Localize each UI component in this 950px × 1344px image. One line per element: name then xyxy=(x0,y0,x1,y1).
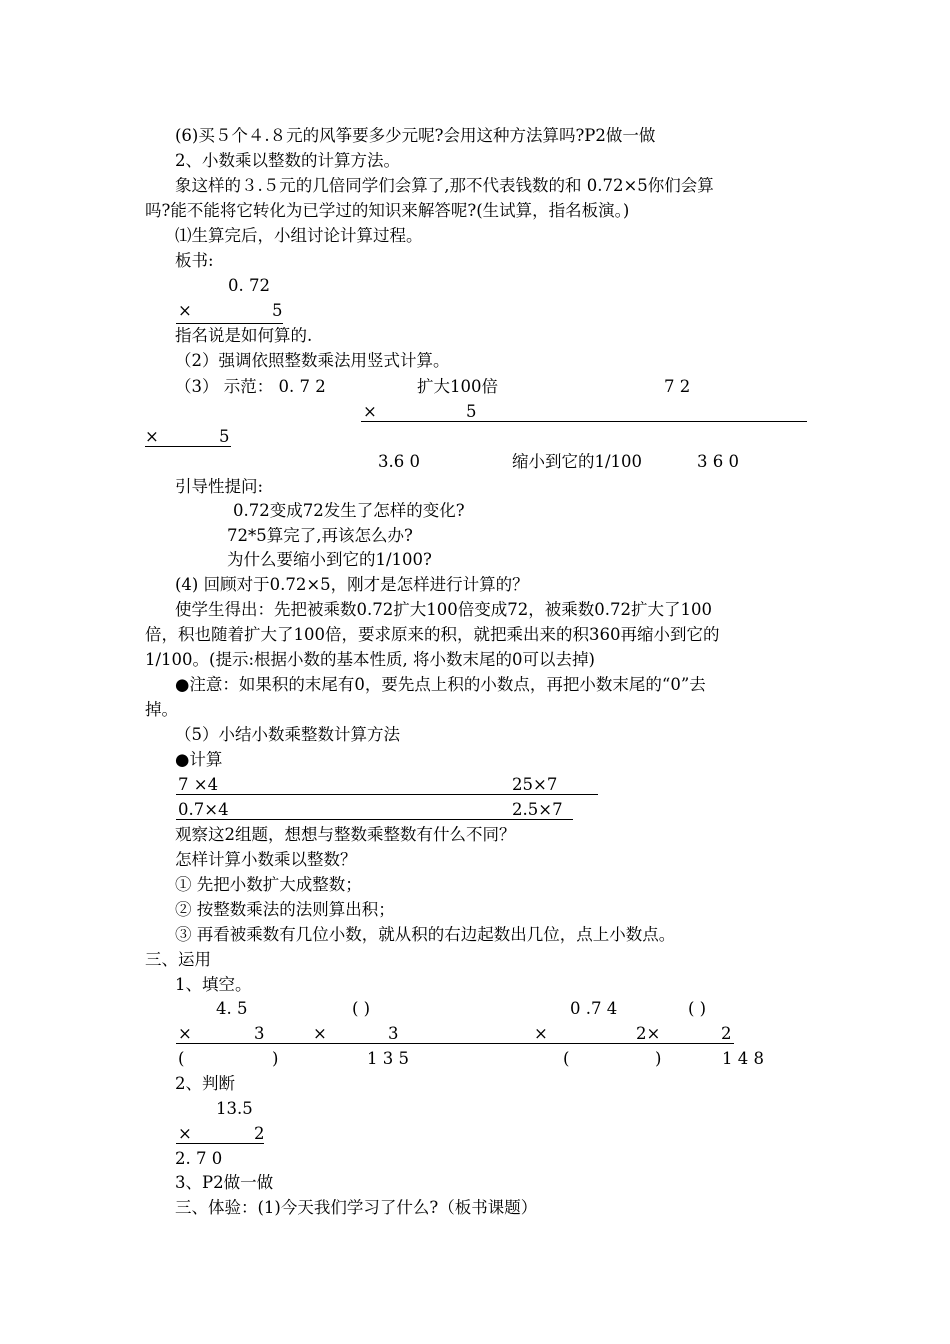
step-item: ② 按整数乘法的法则算出积； xyxy=(175,900,395,919)
vertical-calc-number: 13.5 xyxy=(216,1099,253,1118)
vertical-calc-number: 0 .7 4 xyxy=(570,999,618,1018)
text-line: 指名说是如何算的. xyxy=(175,326,313,345)
text-line: 引导性提问: xyxy=(175,477,264,496)
text-line: (6)买５个４.８元的风筝要多少元呢?会用这种方法算吗?P2做一做 xyxy=(175,126,656,145)
calc-underline xyxy=(176,794,598,795)
vertical-calc-number: 3 6 0 xyxy=(697,452,739,471)
text-line: 0.72变成72发生了怎样的变化? xyxy=(233,501,465,520)
blank-parentheses: ) xyxy=(655,1049,662,1068)
text-line: 使学生得出：先把被乘数0.72扩大100倍变成72，被乘数0.72扩大了100 xyxy=(175,600,712,619)
blank-parentheses: ( ) xyxy=(352,999,371,1018)
vertical-calc-number: 2 xyxy=(254,1124,265,1143)
text-line: 观察这2组题，想想与整数乘整数有什么不同？ xyxy=(175,825,516,844)
text-line: 为什么要缩小到它的1/100? xyxy=(227,550,432,569)
vertical-calc-number: 3 xyxy=(254,1024,265,1043)
multiply-sign: × xyxy=(534,1024,548,1043)
vertical-calc-number: 2× xyxy=(636,1024,661,1043)
blank-parentheses: ( xyxy=(563,1049,570,1068)
text-line: 倍，积也随着扩大了100倍，要求原来的积，就把乘出来的积360再缩小到它的 xyxy=(145,625,720,644)
text-line: （5）小结小数乘整数计算方法 xyxy=(175,725,400,744)
text-line: 吗?能不能将它转化为已学过的知识来解答呢?(生试算，指名板演。) xyxy=(145,201,630,220)
exercise-item: 25×7 xyxy=(512,775,558,794)
multiply-sign: × xyxy=(363,402,377,421)
vertical-calc-number: 1 4 8 xyxy=(722,1049,764,1068)
exercise-item: 7 ×4 xyxy=(178,775,219,794)
vertical-calc-number: 4. 5 xyxy=(216,999,248,1018)
vertical-calc-number: 5 xyxy=(466,402,477,421)
vertical-calc-number: 2 xyxy=(721,1024,732,1043)
calc-underline xyxy=(176,1043,734,1044)
vertical-calc-number: 5 xyxy=(219,427,230,446)
text-line: 怎样计算小数乘以整数？ xyxy=(175,850,357,869)
vertical-calc-number: 2. 7 0 xyxy=(175,1149,223,1168)
blank-parentheses: ( ) xyxy=(688,999,707,1018)
vertical-calc-number: 3 xyxy=(388,1024,399,1043)
blank-parentheses: ( xyxy=(178,1049,185,1068)
text-line: 扩大100倍 xyxy=(417,377,498,396)
vertical-calc-number: 3.6 0 xyxy=(378,452,420,471)
section-heading: 3、P2做一做 xyxy=(175,1173,274,1192)
multiply-sign: × xyxy=(178,1124,192,1143)
exercise-item: 0.7×4 xyxy=(178,800,229,819)
text-line: 1/100。(提示:根据小数的基本性质, 将小数末尾的0可以去掉) xyxy=(145,650,595,669)
section-heading: 三、体验：(1)今天我们学习了什么?（板书课题） xyxy=(175,1198,538,1217)
section-heading: 1、填空。 xyxy=(175,975,252,994)
calc-underline xyxy=(145,446,231,447)
text-line: ●注意：如果积的末尾有0，要先点上积的小数点，再把小数末尾的“0”去 xyxy=(175,675,706,694)
calc-underline xyxy=(176,819,573,820)
text-line: 板书: xyxy=(175,251,214,270)
text-line: （2）强调依照整数乘法用竖式计算。 xyxy=(175,351,450,370)
exercise-item: 2.5×7 xyxy=(512,800,563,819)
step-item: ③ 再看被乘数有几位小数，就从积的右边起数出几位，点上小数点。 xyxy=(175,925,676,944)
multiply-sign: × xyxy=(178,1024,192,1043)
section-heading: 2、判断 xyxy=(175,1074,235,1093)
blank-parentheses: ) xyxy=(272,1049,279,1068)
vertical-calc-number: 0. 72 xyxy=(228,276,270,295)
multiply-sign: × xyxy=(313,1024,327,1043)
multiply-sign: × xyxy=(145,427,159,446)
calc-underline xyxy=(176,1143,264,1144)
text-line: ⑴生算完后，小组讨论计算过程。 xyxy=(175,226,423,245)
multiply-sign: × xyxy=(178,301,192,320)
section-heading: 2、小数乘以整数的计算方法。 xyxy=(175,151,400,170)
text-line: 72*5算完了,再该怎么办? xyxy=(227,526,413,545)
section-heading: 三、运用 xyxy=(145,950,211,969)
vertical-calc-number: 1 3 5 xyxy=(367,1049,409,1068)
calc-underline xyxy=(361,421,807,422)
step-item: ① 先把小数扩大成整数； xyxy=(175,875,362,894)
vertical-calc-number: 5 xyxy=(272,301,283,320)
text-line: （3） 示范： 0. 7 2 xyxy=(175,377,326,396)
text-line: 象这样的３.５元的几倍同学们会算了,那不代表钱数的和 0.72×5你们会算 xyxy=(175,176,714,195)
text-line: ●计算 xyxy=(175,750,223,769)
text-line: 掉。 xyxy=(145,700,178,719)
text-line: (4) 回顾对于0.72×5，刚才是怎样进行计算的？ xyxy=(175,575,529,594)
text-line: 缩小到它的1/100 xyxy=(512,452,643,471)
calc-underline xyxy=(176,323,283,324)
vertical-calc-number: 7 2 xyxy=(664,377,691,396)
